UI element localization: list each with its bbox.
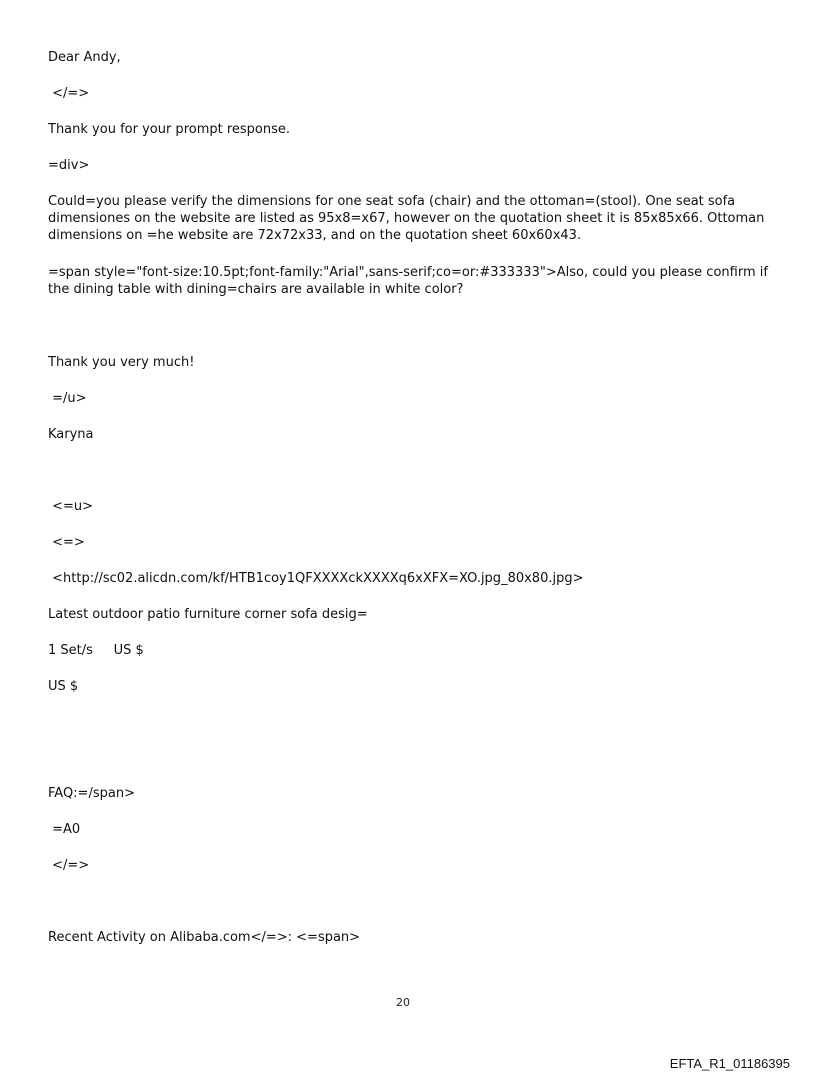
image-url-line: <http://sc02.alicdn.com/kf/HTB1coy1QFXXXXckXXXXq6xXFX=XO.jpg_80x80.jpg> [48, 571, 584, 586]
color-question-paragraph: =span style="font-size:10.5pt;font-family:"Arial",sans-serif;co=or:#333333">Also, could you please confirm if the dining table with dining=chairs are available in white color? [48, 265, 768, 297]
close-tag-line: </=> [48, 858, 90, 873]
a0-line: =A0 [48, 822, 81, 837]
dimensions-paragraph: Could=you please verify the dimensions for one seat sofa (chair) and the ottoman=(stool). One seat sofa dimensiones on the website are listed as 95x8=x67, however on the quotation sheet it is 85x85x66. Ottoman dimensions on =he website are 72x72x33, and on the quotation sheet 60x60x43. [48, 194, 765, 243]
faq-line: FAQ:=/span> [48, 786, 135, 801]
u-open-tag-line: <=u> [48, 499, 94, 514]
product-price-line: US $ [48, 679, 79, 694]
div-tag-line: =div> [48, 158, 90, 173]
page-number: 20 [396, 996, 410, 1009]
thank-you-line: Thank you very much! [48, 355, 195, 370]
greeting-line: Dear Andy, [48, 50, 121, 65]
product-title-line: Latest outdoor patio furniture corner sofa desig= [48, 607, 368, 622]
signature: Karyna [48, 427, 94, 442]
document-id: EFTA_R1_01186395 [669, 1056, 790, 1071]
eq-tag-line: <=> [48, 535, 85, 550]
stray-tag-line: </=> [48, 86, 90, 101]
recent-activity-line: Recent Activity on Alibaba.com</=>: <=span> [48, 930, 361, 945]
u-close-tag-line: =/u> [48, 391, 87, 406]
thanks-response-line: Thank you for your prompt response. [48, 122, 291, 137]
product-qty-line: 1 Set/s US $ [48, 643, 144, 658]
